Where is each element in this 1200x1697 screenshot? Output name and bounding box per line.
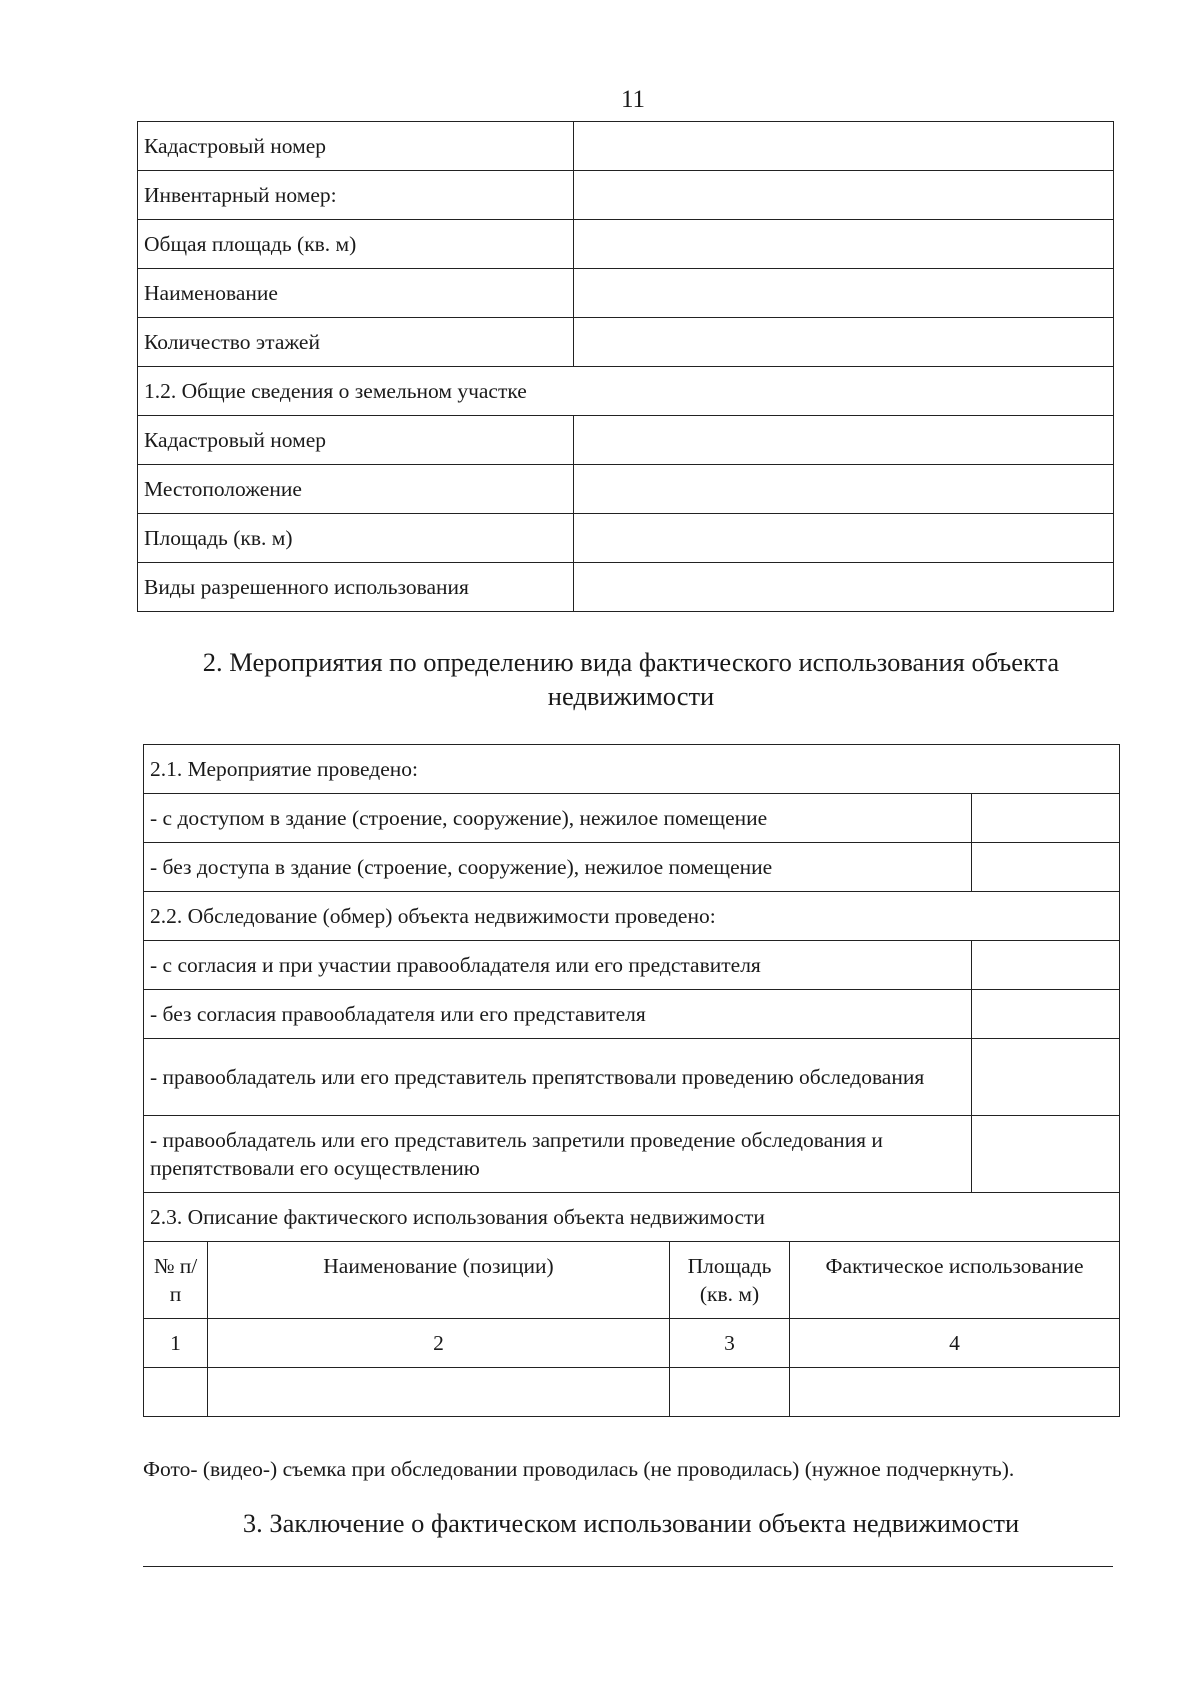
entry-name-cell[interactable] xyxy=(208,1368,670,1417)
col-number-2: 2 xyxy=(208,1319,670,1368)
floors-count-label: Количество этажей xyxy=(138,318,574,367)
option-obstructed: - правообладатель или его представитель препятствовали проведению обследования xyxy=(144,1039,972,1116)
table-row xyxy=(144,1368,1120,1417)
option-with-access-mark[interactable] xyxy=(972,794,1120,843)
land-location-field[interactable] xyxy=(574,465,1114,514)
land-section-title: 1.2. Общие сведения о земельном участке xyxy=(138,367,1114,416)
table-row xyxy=(138,416,1114,465)
entry-actual-use-cell[interactable] xyxy=(790,1368,1120,1417)
table-row xyxy=(144,745,1120,794)
table-row xyxy=(144,1242,1120,1319)
object-name-field[interactable] xyxy=(574,269,1114,318)
option-without-consent: - без согласия правообладателя или его представителя xyxy=(144,990,972,1039)
table-row xyxy=(138,318,1114,367)
option-without-access: - без доступа в здание (строение, сооружение), нежилое помещение xyxy=(144,843,972,892)
table-row xyxy=(138,367,1114,416)
table-row xyxy=(138,122,1114,171)
conclusion-line[interactable] xyxy=(143,1566,1113,1567)
section-2-heading: 2. Мероприятия по определению вида фактического использования объекта недвижимости xyxy=(202,647,1060,711)
cadastral-number-field[interactable] xyxy=(574,122,1114,171)
table-row xyxy=(144,892,1120,941)
inventory-number-label: Инвентарный номер: xyxy=(138,171,574,220)
inventory-number-field[interactable] xyxy=(574,171,1114,220)
table-row xyxy=(138,514,1114,563)
table-row xyxy=(144,1193,1120,1242)
survey-table xyxy=(143,744,1120,1417)
table-row xyxy=(138,563,1114,612)
table-row xyxy=(138,269,1114,318)
option-forbidden: - правообладатель или его представитель запретили проведение обследования и препятствовали его осуществлению xyxy=(144,1116,972,1193)
option-without-consent-mark[interactable] xyxy=(972,990,1120,1039)
object-name-label: Наименование xyxy=(138,269,574,318)
total-area-field[interactable] xyxy=(574,220,1114,269)
section-2-1-title: 2.1. Мероприятие проведено: xyxy=(144,745,1120,794)
total-area-label: Общая площадь (кв. м) xyxy=(138,220,574,269)
land-cadastral-number-field[interactable] xyxy=(574,416,1114,465)
table-row xyxy=(144,941,1120,990)
entry-number-cell[interactable] xyxy=(144,1368,208,1417)
table-row xyxy=(144,794,1120,843)
object-info-table xyxy=(137,121,1114,612)
land-location-label: Местоположение xyxy=(138,465,574,514)
table-row xyxy=(144,1116,1120,1193)
col-number-1: 1 xyxy=(144,1319,208,1368)
option-with-consent: - с согласия и при участии правообладателя или его представителя xyxy=(144,941,972,990)
permitted-use-label: Виды разрешенного использования xyxy=(138,563,574,612)
table-row xyxy=(138,171,1114,220)
page-number: 11 xyxy=(620,86,646,113)
photo-note: Фото- (видео-) съемка при обследовании проводилась (не проводилась) (нужное подчеркнуть). xyxy=(143,1457,1015,1481)
option-with-consent-mark[interactable] xyxy=(972,941,1120,990)
section-2-2-title: 2.2. Обследование (обмер) объекта недвижимости проведено: xyxy=(144,892,1120,941)
col-header-area: Площадь (кв. м) xyxy=(670,1242,790,1319)
option-with-access: - с доступом в здание (строение, сооружение), нежилое помещение xyxy=(144,794,972,843)
land-area-label: Площадь (кв. м) xyxy=(138,514,574,563)
col-number-3: 3 xyxy=(670,1319,790,1368)
land-area-field[interactable] xyxy=(574,514,1114,563)
col-header-actual-use: Фактическое использование xyxy=(790,1242,1120,1319)
col-number-4: 4 xyxy=(790,1319,1120,1368)
option-obstructed-mark[interactable] xyxy=(972,1039,1120,1116)
option-without-access-mark[interactable] xyxy=(972,843,1120,892)
table-row xyxy=(144,843,1120,892)
section-3-heading: 3. Заключение о фактическом использовании объекта недвижимости xyxy=(242,1508,1020,1538)
col-header-name: Наименование (позиции) xyxy=(208,1242,670,1319)
table-row xyxy=(144,1039,1120,1116)
option-forbidden-mark[interactable] xyxy=(972,1116,1120,1193)
permitted-use-field[interactable] xyxy=(574,563,1114,612)
table-row xyxy=(144,990,1120,1039)
cadastral-number-label: Кадастровый номер xyxy=(138,122,574,171)
land-cadastral-number-label: Кадастровый номер xyxy=(138,416,574,465)
floors-count-field[interactable] xyxy=(574,318,1114,367)
section-2-3-title: 2.3. Описание фактического использования объекта недвижимости xyxy=(144,1193,1120,1242)
table-row xyxy=(138,465,1114,514)
table-row xyxy=(138,220,1114,269)
entry-area-cell[interactable] xyxy=(670,1368,790,1417)
col-header-number: № п/п xyxy=(144,1242,208,1319)
table-row xyxy=(144,1319,1120,1368)
